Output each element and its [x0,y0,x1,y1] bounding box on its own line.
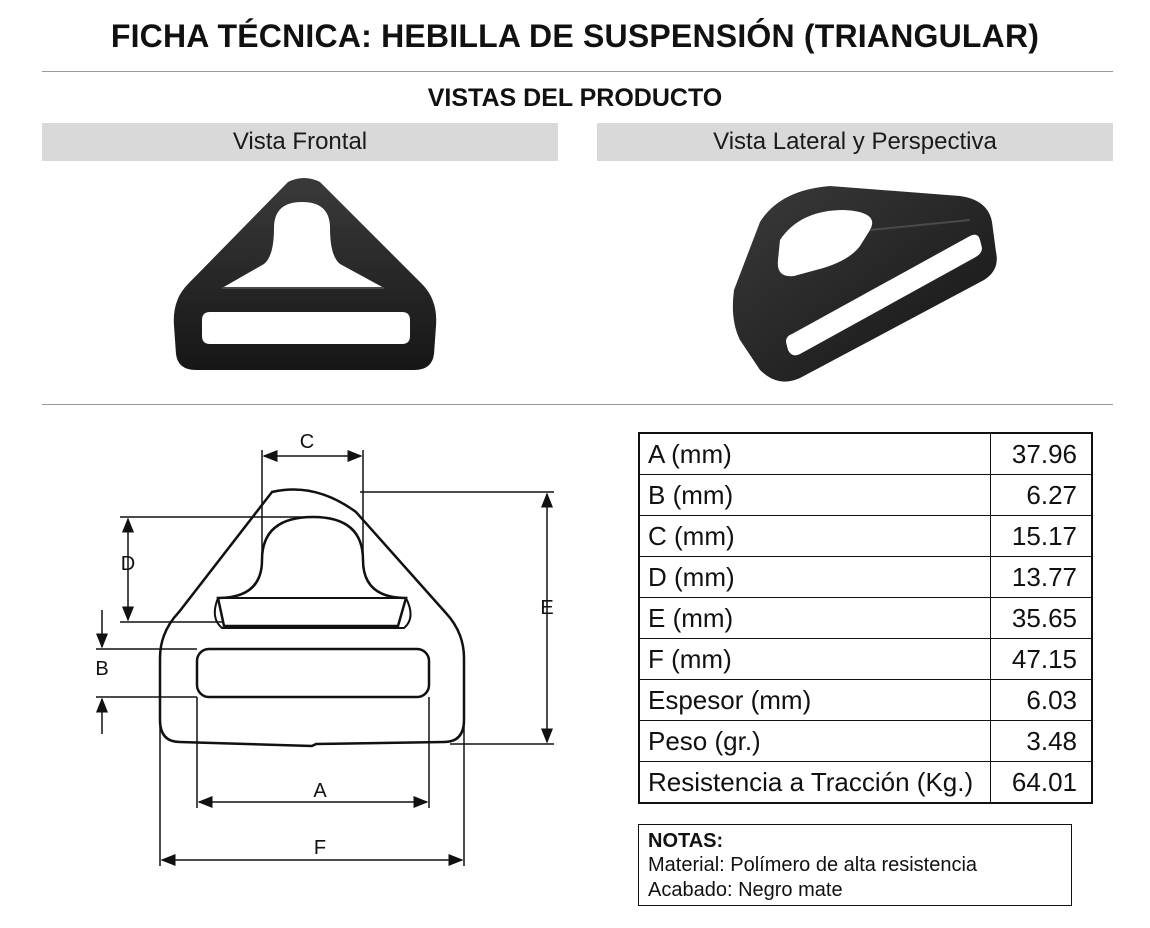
spec-value: 37.96 [991,433,1093,475]
notes-box [638,824,1072,906]
spec-label: Espesor (mm) [639,680,991,721]
top-divider [42,71,1113,72]
middle-divider [42,404,1113,405]
spec-label: Resistencia a Tracción (Kg.) [639,762,991,804]
page-title: FICHA TÉCNICA: HEBILLA DE SUSPENSIÓN (TRIANGULAR) [110,18,1040,54]
dim-label-e: E [540,597,554,619]
table-row [639,516,1092,557]
spec-value: 15.17 [991,516,1093,557]
spec-value: 35.65 [991,598,1093,639]
spec-value: 13.77 [991,557,1093,598]
spec-value: 47.15 [991,639,1093,680]
technical-drawing [60,420,560,880]
table-row [639,433,1092,475]
notes-line: Material: Polímero de alta resistencia [648,854,978,876]
spec-value: 6.03 [991,680,1093,721]
spec-table [638,432,1093,804]
side-view-photo [720,170,1020,385]
front-view-label: Vista Frontal [42,123,558,161]
table-row [639,721,1092,762]
table-row [639,762,1092,804]
table-row [639,557,1092,598]
spec-label: E (mm) [639,598,991,639]
spec-value: 64.01 [991,762,1093,804]
buckle-outline [160,490,464,747]
table-row [639,475,1092,516]
front-view-photo [170,176,440,376]
spec-label: F (mm) [639,639,991,680]
spec-label: D (mm) [639,557,991,598]
spec-label: A (mm) [639,433,991,475]
table-row [639,639,1092,680]
spec-label: B (mm) [639,475,991,516]
spec-label: C (mm) [639,516,991,557]
notes-heading: NOTAS: [648,830,724,852]
dim-label-f: F [313,837,327,859]
spec-value: 6.27 [991,475,1093,516]
dim-label-b: B [95,658,109,680]
dim-label-c: C [299,431,315,453]
views-heading: VISTAS DEL PRODUCTO [427,84,723,112]
notes-line: Acabado: Negro mate [648,879,843,901]
dim-label-a: A [313,780,327,802]
spec-label: Peso (gr.) [639,721,991,762]
spec-value: 3.48 [991,721,1093,762]
dimension-lines [96,450,554,866]
side-view-label: Vista Lateral y Perspectiva [597,123,1113,161]
table-row [639,680,1092,721]
dim-label-d: D [120,553,136,575]
table-row [639,598,1092,639]
